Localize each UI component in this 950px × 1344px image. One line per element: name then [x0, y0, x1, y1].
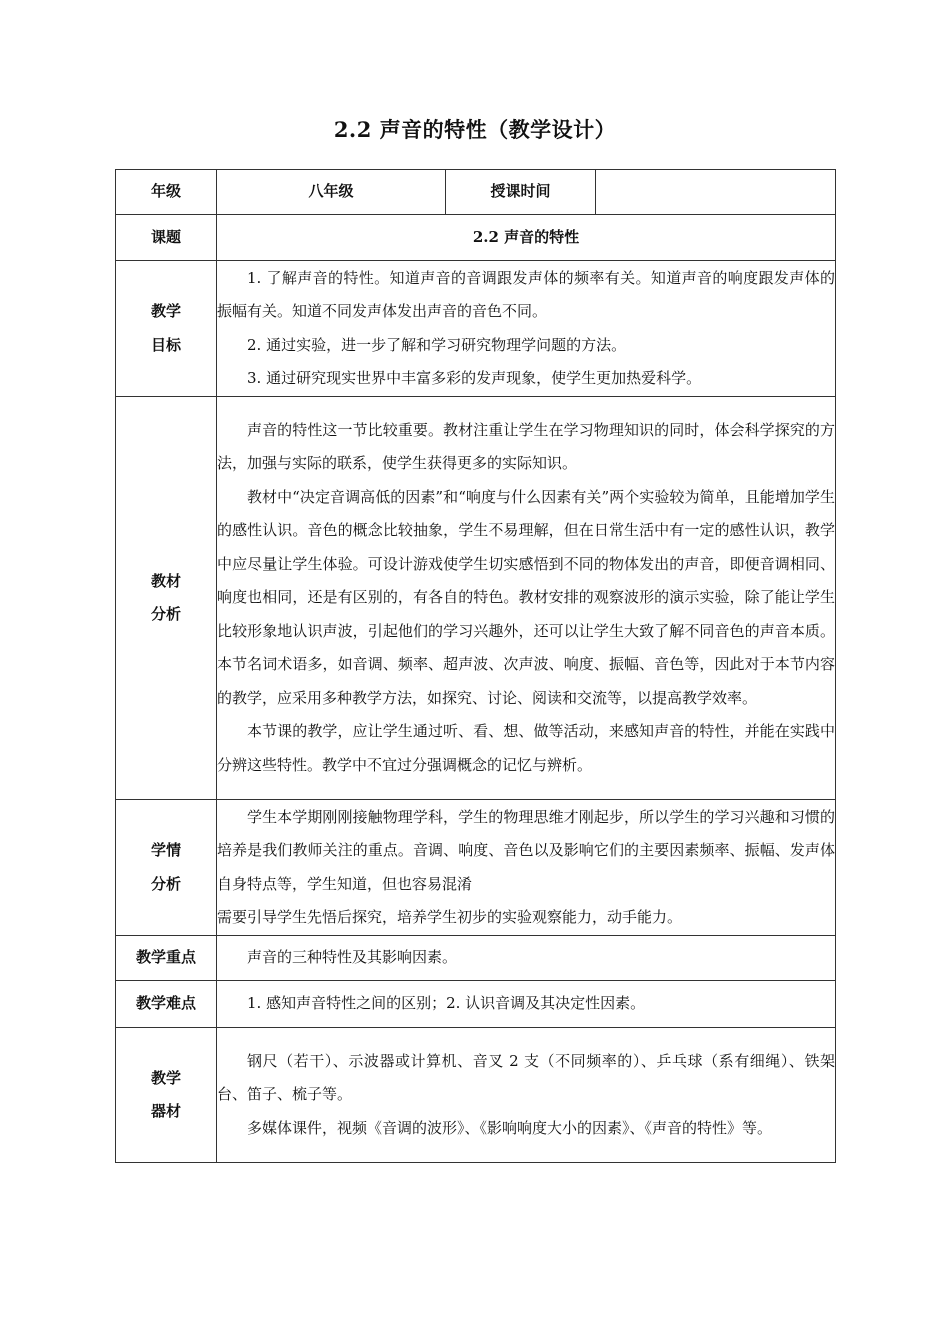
topic-row — [116, 215, 836, 261]
key-points-label: 教学重点 — [116, 936, 217, 981]
lesson-plan-table — [115, 169, 836, 1163]
grade-value: 八年级 — [217, 170, 446, 215]
material-analysis-row — [116, 397, 836, 800]
objectives-content — [217, 261, 836, 397]
objectives-label-line-1: 教学 — [150, 302, 181, 320]
equipment-content — [217, 1028, 836, 1163]
objectives-paragraph: 2. 通过实验，进一步了解和学习研究物理学问题的方法。 — [247, 335, 627, 354]
grade-row — [116, 170, 836, 215]
objectives-row — [116, 261, 836, 397]
equipment-label-line-2: 器材 — [150, 1102, 181, 1120]
page-title: 2.2 声音的特性（教学设计） — [333, 117, 617, 142]
equipment-paragraph: 钢尺（若干）、示波器或计算机、音叉 2 支（不同频率的）、乒乓球（系有细绳）、铁架台、笛子、梳子等。 — [217, 1051, 835, 1104]
student-analysis-label-line-1: 学情 — [150, 841, 181, 859]
key-points-text: 声音的三种特性及其影响因素。 — [247, 948, 458, 967]
objectives-paragraph: 1. 了解声音的特性。知道声音的音调跟发声体的频率有关。知道声音的响度跟发声体的振幅有关。知道不同发声体发出声音的音色不同。 — [217, 268, 835, 320]
equipment-label-line-1: 教学 — [150, 1068, 181, 1087]
objectives-paragraph: 3. 通过研究现实世界中丰富多彩的发声现象，使学生更加热爱科学。 — [247, 369, 702, 387]
material-analysis-paragraph: 声音的特性这一节比较重要。教材注重让学生在学习物理知识的同时，体会科学探究的方法，加强与实际的联系，使学生获得更多的实际知识。 — [217, 420, 835, 473]
equipment-row — [116, 1028, 836, 1163]
material-analysis-paragraph: 教材中“决定音调高低的因素”和“响度与什么因素有关”两个实验较为简单，且能增加学生的感性认识。音色的概念比较抽象，学生不易理解，但在日常生活中有一定的感性认识，教学中应尽量让学生体验。可设计游戏使学生切实感悟到不同的物体发出的声音，即便音调相同、响度也相同，还是有区别的，有各自的特色。教材安排的观察波形的演示实验，除了能让学生比较形象地认识声波，引起他们的学习兴趣外，还可以让学生大致了解不同音色的声音本质。本节名词术语多，如音调、频率、超声波、次声波、响度、振幅、音色等，因此对于本节内容的教学，应采用多种教学方法，如探究、讨论、阅读和交流等，以提高教学效率。 — [217, 487, 835, 707]
equipment-label — [116, 1028, 217, 1163]
topic-label: 课题 — [116, 215, 217, 261]
student-analysis-paragraph: 学生本学期刚刚接触物理学科，学生的物理思维才刚起步，所以学生的学习兴趣和习惯的培养是我们教师关注的重点。音调、响度、音色以及影响它们的主要因素频率、振幅、发声体自身特点等，学生知道，但也容易混淆 — [217, 807, 835, 893]
equipment-paragraph: 多媒体课件，视频《音调的波形》、《影响响度大小的因素》、《声音的特性》等。 — [247, 1118, 773, 1137]
student-analysis-content — [217, 800, 836, 936]
material-analysis-paragraph: 本节课的教学，应让学生通过听、看、想、做等活动，来感知声音的特性，并能在实践中分辨这些特性。教学中不宜过分强调概念的记忆与辨析。 — [217, 722, 835, 774]
material-analysis-label — [116, 397, 217, 800]
grade-label: 年级 — [116, 170, 217, 215]
objectives-label — [116, 261, 217, 397]
difficulties-row — [116, 981, 836, 1028]
student-analysis-row — [116, 800, 836, 936]
material-analysis-label-line-2: 分析 — [150, 605, 181, 623]
student-analysis-label-line-2: 分析 — [150, 874, 181, 893]
student-analysis-paragraph: 需要引导学生先悟后探究，培养学生初步的实验观察能力，动手能力。 — [217, 908, 683, 926]
class-time-value — [596, 170, 836, 215]
material-analysis-label-line-1: 教材 — [150, 571, 181, 590]
class-time-label: 授课时间 — [446, 170, 596, 215]
topic-value: 2.2 声音的特性 — [217, 215, 836, 261]
student-analysis-label — [116, 800, 217, 936]
key-points-content — [217, 936, 836, 981]
difficulties-text: 1. 感知声音特性之间的区别；2. 认识音调及其决定性因素。 — [247, 994, 646, 1013]
material-analysis-content — [217, 397, 836, 800]
difficulties-label: 教学难点 — [116, 981, 217, 1028]
key-points-row — [116, 936, 836, 981]
difficulties-content — [217, 981, 836, 1028]
objectives-label-line-2: 目标 — [150, 335, 181, 354]
